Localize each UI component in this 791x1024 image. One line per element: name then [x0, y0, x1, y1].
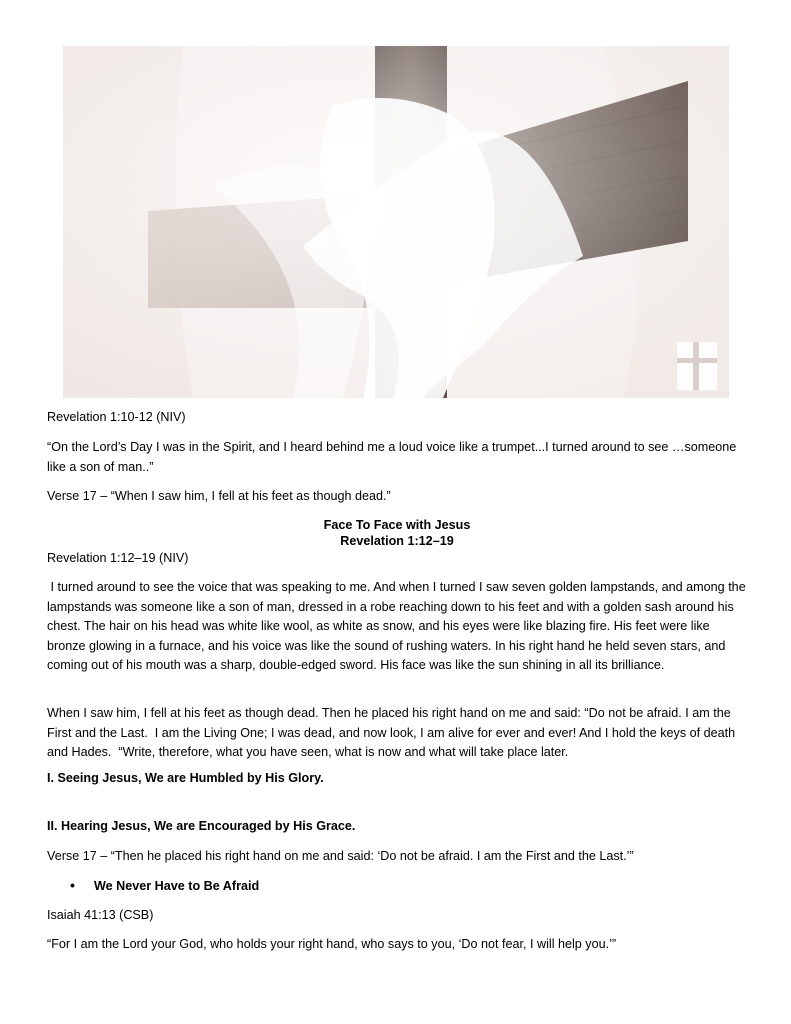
scripture-reference-1: Revelation 1:10-12 (NIV): [47, 410, 186, 424]
bullet-icon: •: [70, 877, 75, 893]
cross-illustration: [63, 46, 729, 398]
passage-paragraph-2: When I saw him, I fell at his feet as though dead. Then he placed his right hand on me and said: “Do not be afraid. I am the First and the Last. I am the Living One; I was dead, and now look, I am alive for ever and ever! And I hold the keys of death and Hades. “Write, therefore, what you have seen, what is now and what will take place later.: [47, 706, 736, 759]
section-subtitle: Revelation 1:12–19: [340, 534, 454, 548]
cross-logo-icon: [677, 342, 717, 390]
isaiah-quote: “For I am the Lord your God, who holds your right hand, who says to you, ‘Do not fear, I will help you.’”: [47, 937, 617, 951]
section-title: Face To Face with Jesus: [323, 518, 471, 532]
point-one-heading: I. Seeing Jesus, We are Humbled by His Glory.: [47, 771, 324, 785]
passage-reference: Revelation 1:12–19 (NIV): [47, 551, 189, 565]
bullet-item-label: We Never Have to Be Afraid: [94, 879, 260, 893]
isaiah-reference: Isaiah 41:13 (CSB): [47, 908, 154, 922]
verse-17-quote-2: Verse 17 – “Then he placed his right hand on me and said: ‘Do not be afraid. I am the First and the Last.’”: [47, 849, 634, 863]
verse-17-quote: Verse 17 – “When I saw him, I fell at his feet as though dead.”: [47, 489, 391, 503]
point-two-heading: II. Hearing Jesus, We are Encouraged by His Grace.: [47, 819, 356, 833]
passage-paragraph-1: I turned around to see the voice that was speaking to me. And when I turned I saw seven golden lampstands, and among the lampstands was someone like a son of man, dressed in a robe reaching down to his feet and with a golden sash around his chest. The hair on his head was white like wool, as white as snow, and his eyes were like blazing fire. His feet were like bronze glowing in a furnace, and his voice was like the sound of rushing waters. In his right hand he held seven stars, and coming out of his mouth was a sharp, double-edged sword. His face was like the sun shining in all its brilliance.: [47, 580, 746, 672]
scripture-quote-1: “On the Lord’s Day I was in the Spirit, and I heard behind me a loud voice like a trumpet...I turned around to see …someone like a son of man..”: [47, 440, 737, 474]
bullet-item: [70, 876, 259, 897]
hero-image-cross-with-cloth: [63, 46, 729, 398]
